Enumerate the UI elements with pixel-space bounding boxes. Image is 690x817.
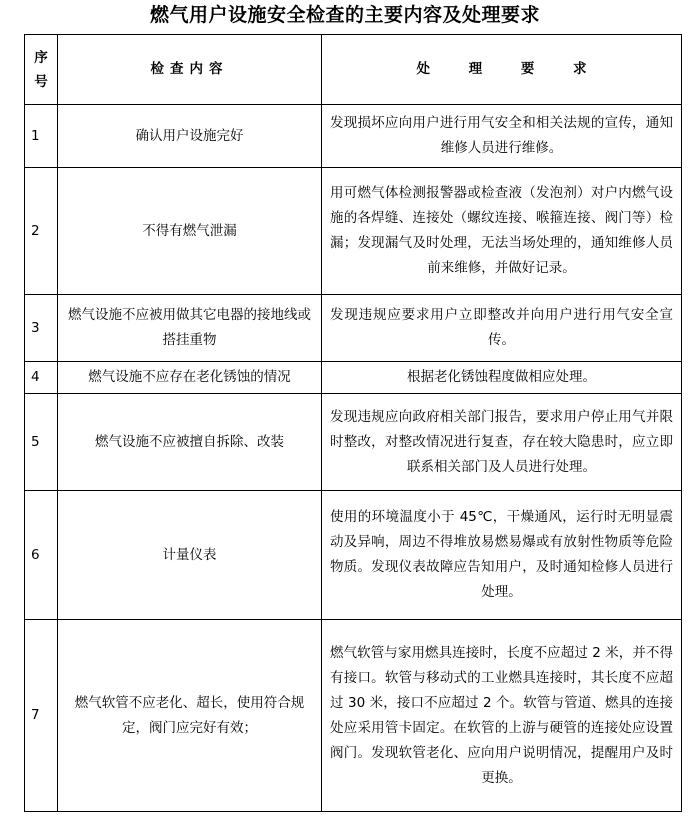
row-no: 1 (25, 105, 58, 168)
row-content: 燃气设施不应存在老化锈蚀的情况 (58, 362, 322, 394)
row-no: 5 (25, 394, 58, 491)
table-row (25, 295, 682, 362)
row-content: 确认用户设施完好 (58, 105, 322, 168)
page-title: 燃气用户设施安全检查的主要内容及处理要求 (149, 4, 540, 26)
row-requirement: 发现违规应要求用户立即整改并向用户进行用气安全宣传。 (322, 295, 682, 362)
table-row (25, 491, 682, 620)
row-requirement: 根据老化锈蚀程度做相应处理。 (322, 362, 682, 394)
table-row (25, 620, 682, 812)
header-content: 检查内容 (58, 35, 322, 105)
row-content: 燃气设施不应被擅自拆除、改装 (58, 394, 322, 491)
row-no: 7 (25, 620, 58, 812)
row-no: 6 (25, 491, 58, 620)
row-content: 计量仪表 (58, 491, 322, 620)
table-row (25, 362, 682, 394)
inspection-table (24, 34, 682, 812)
row-no: 4 (25, 362, 58, 394)
table-header-row (25, 35, 682, 105)
row-content: 燃气软管不应老化、超长，使用符合规定，阀门应完好有效； (58, 620, 322, 812)
row-content: 燃气设施不应被用做其它电器的接地线或搭挂重物 (58, 295, 322, 362)
row-content: 不得有燃气泄漏 (58, 168, 322, 295)
row-no: 3 (25, 295, 58, 362)
row-requirement: 使用的环境温度小于 45℃，干燥通风，运行时无明显震动及异响，周边不得堆放易燃易爆或有放射性物质等危险物质。发现仪表故障应告知用户，及时通知检修人员进行处理。 (322, 491, 682, 620)
row-requirement: 发现损坏应向用户进行用气安全和相关法规的宣传，通知维修人员进行维修。 (322, 105, 682, 168)
header-requirement: 处 理 要 求 (322, 35, 682, 105)
table-row (25, 105, 682, 168)
table-row (25, 394, 682, 491)
row-no: 2 (25, 168, 58, 295)
row-requirement: 燃气软管与家用燃具连接时，长度不应超过 2 米，并不得有接口。软管与移动式的工业燃具连接时，其长度不应超过 30 米，接口不应超过 2 个。软管与管道、燃具的连接处应采用管卡固定。在软管的上游与硬管的连接处应设置阀门。发现软管老化、应向用户说明情况，提醒用户及时更换。 (322, 620, 682, 812)
row-requirement: 用可燃气体检测报警器或检查液（发泡剂）对户内燃气设施的各焊缝、连接处（螺纹连接、喉箍连接、阀门等）检漏；发现漏气及时处理，无法当场处理的，通知维修人员前来维修，并做好记录。 (322, 168, 682, 295)
row-requirement: 发现违规应向政府相关部门报告，要求用户停止用气并限时整改，对整改情况进行复查，存在较大隐患时，应立即联系相关部门及人员进行处理。 (322, 394, 682, 491)
header-no: 序号 (25, 35, 58, 105)
table-row (25, 168, 682, 295)
